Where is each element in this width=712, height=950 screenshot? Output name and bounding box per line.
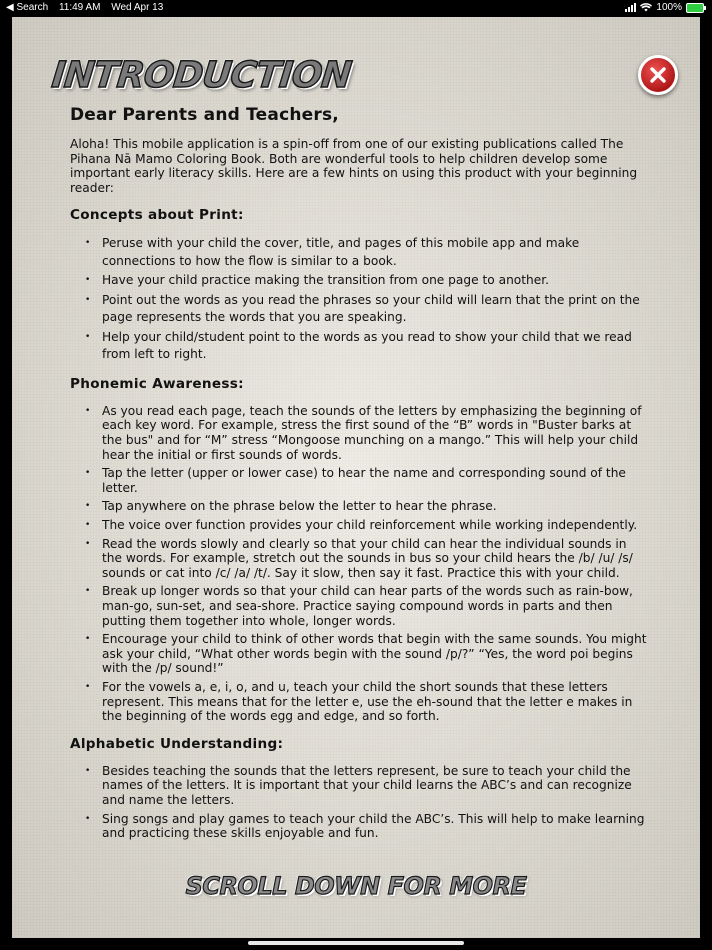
concepts-about-print-list bbox=[70, 235, 650, 364]
list-item: • As you read each page, teach the sounds of the letters by emphasizing the beginning of each key word. For example, stress the first sound of the “B” words in "Buster barks at the bus" and for “M” stress “Mongoose munching on a mango.” This will help your child hear the initial or first sounds of words. bbox=[70, 404, 650, 462]
battery-icon bbox=[686, 3, 704, 13]
close-icon bbox=[649, 66, 667, 84]
battery-percent: 100% bbox=[656, 2, 682, 13]
phonemic-awareness-list bbox=[70, 404, 650, 724]
list-item: • Tap the letter (upper or lower case) to hear the name and corresponding sound of the letter. bbox=[70, 466, 650, 495]
list-item: • Peruse with your child the cover, title, and pages of this mobile app and make connections to how the flow is similar to a book. bbox=[70, 235, 650, 270]
page-title: INTRODUCTION bbox=[49, 55, 353, 96]
status-time: 11:49 AM bbox=[58, 2, 101, 13]
list-item: • Point out the words as you read the phrases so your child will learn that the print on the page represents the words that you are speaking. bbox=[70, 292, 650, 327]
home-indicator[interactable] bbox=[248, 941, 464, 945]
back-to-search-link[interactable]: ◀ Search bbox=[6, 2, 49, 13]
list-item: • Help your child/student point to the words as you read to show your child that we read from left to right. bbox=[70, 329, 650, 364]
list-item: • For the vowels a, e, i, o, and u, teach your child the short sounds that these letters represent. This means that for the letter e, use the eh-sound that the letter e makes in the beginning of the words egg and edge, and so forth. bbox=[70, 680, 650, 724]
list-item: • Have your child practice making the transition from one page to another. bbox=[70, 272, 650, 290]
list-item: • Read the words slowly and clearly so that your child can hear the individual sounds in the words. For example, stretch out the sounds in bus so your child hears the /b/ /u/ /s/ sounds or cat into /c/ /a/ /t/. Say it slow, then say it fast. Practice this with your child. bbox=[70, 537, 650, 581]
status-bar bbox=[0, 0, 712, 16]
scroll-down-hint: SCROLL DOWN FOR MORE bbox=[185, 872, 527, 900]
cellular-signal-icon bbox=[625, 3, 636, 12]
introduction-content[interactable] bbox=[70, 105, 650, 847]
alphabetic-understanding-list bbox=[70, 764, 650, 841]
introduction-page bbox=[12, 17, 700, 938]
list-item: • Encourage your child to think of other words that begin with the same sounds. You might ask your child, “What other words begin with the sound /p/?” “Yes, the word poi begins with the /p/ sound!” bbox=[70, 632, 650, 676]
section-heading-phonemic-awareness: Phonemic Awareness: bbox=[70, 375, 244, 392]
list-item: • Besides teaching the sounds that the letters represent, be sure to teach your child the names of the letters. It is important that your child learns the ABC’s and can recognize and name the letters. bbox=[70, 764, 650, 808]
list-item: • Break up longer words so that your child can hear parts of the words such as rain-bow, man-go, sun-set, and sea-shore. Practice saying compound words in parts and then putting them together into whole, longer words. bbox=[70, 584, 650, 628]
greeting: Dear Parents and Teachers, bbox=[70, 105, 339, 125]
list-item: • Tap anywhere on the phrase below the letter to hear the phrase. bbox=[70, 499, 650, 514]
intro-paragraph: Aloha! This mobile application is a spin-off from one of our existing publications called The Pihana Nā Mamo Coloring Book. Both are wonderful tools to help children develop some important early literacy skills. Here are a few hints on using this product with your beginning reader: bbox=[70, 137, 638, 195]
section-heading-alphabetic-understanding: Alphabetic Understanding: bbox=[70, 735, 284, 752]
status-date: Wed Apr 13 bbox=[111, 2, 164, 13]
section-heading-concepts-about-print: Concepts about Print: bbox=[70, 207, 244, 224]
wifi-icon bbox=[640, 3, 652, 12]
list-item: • The voice over function provides your child reinforcement while working independently. bbox=[70, 518, 650, 533]
close-button[interactable] bbox=[638, 55, 678, 95]
list-item: • Sing songs and play games to teach your child the ABC’s. This will help to make learning and practicing these skills enjoyable and fun. bbox=[70, 812, 650, 841]
